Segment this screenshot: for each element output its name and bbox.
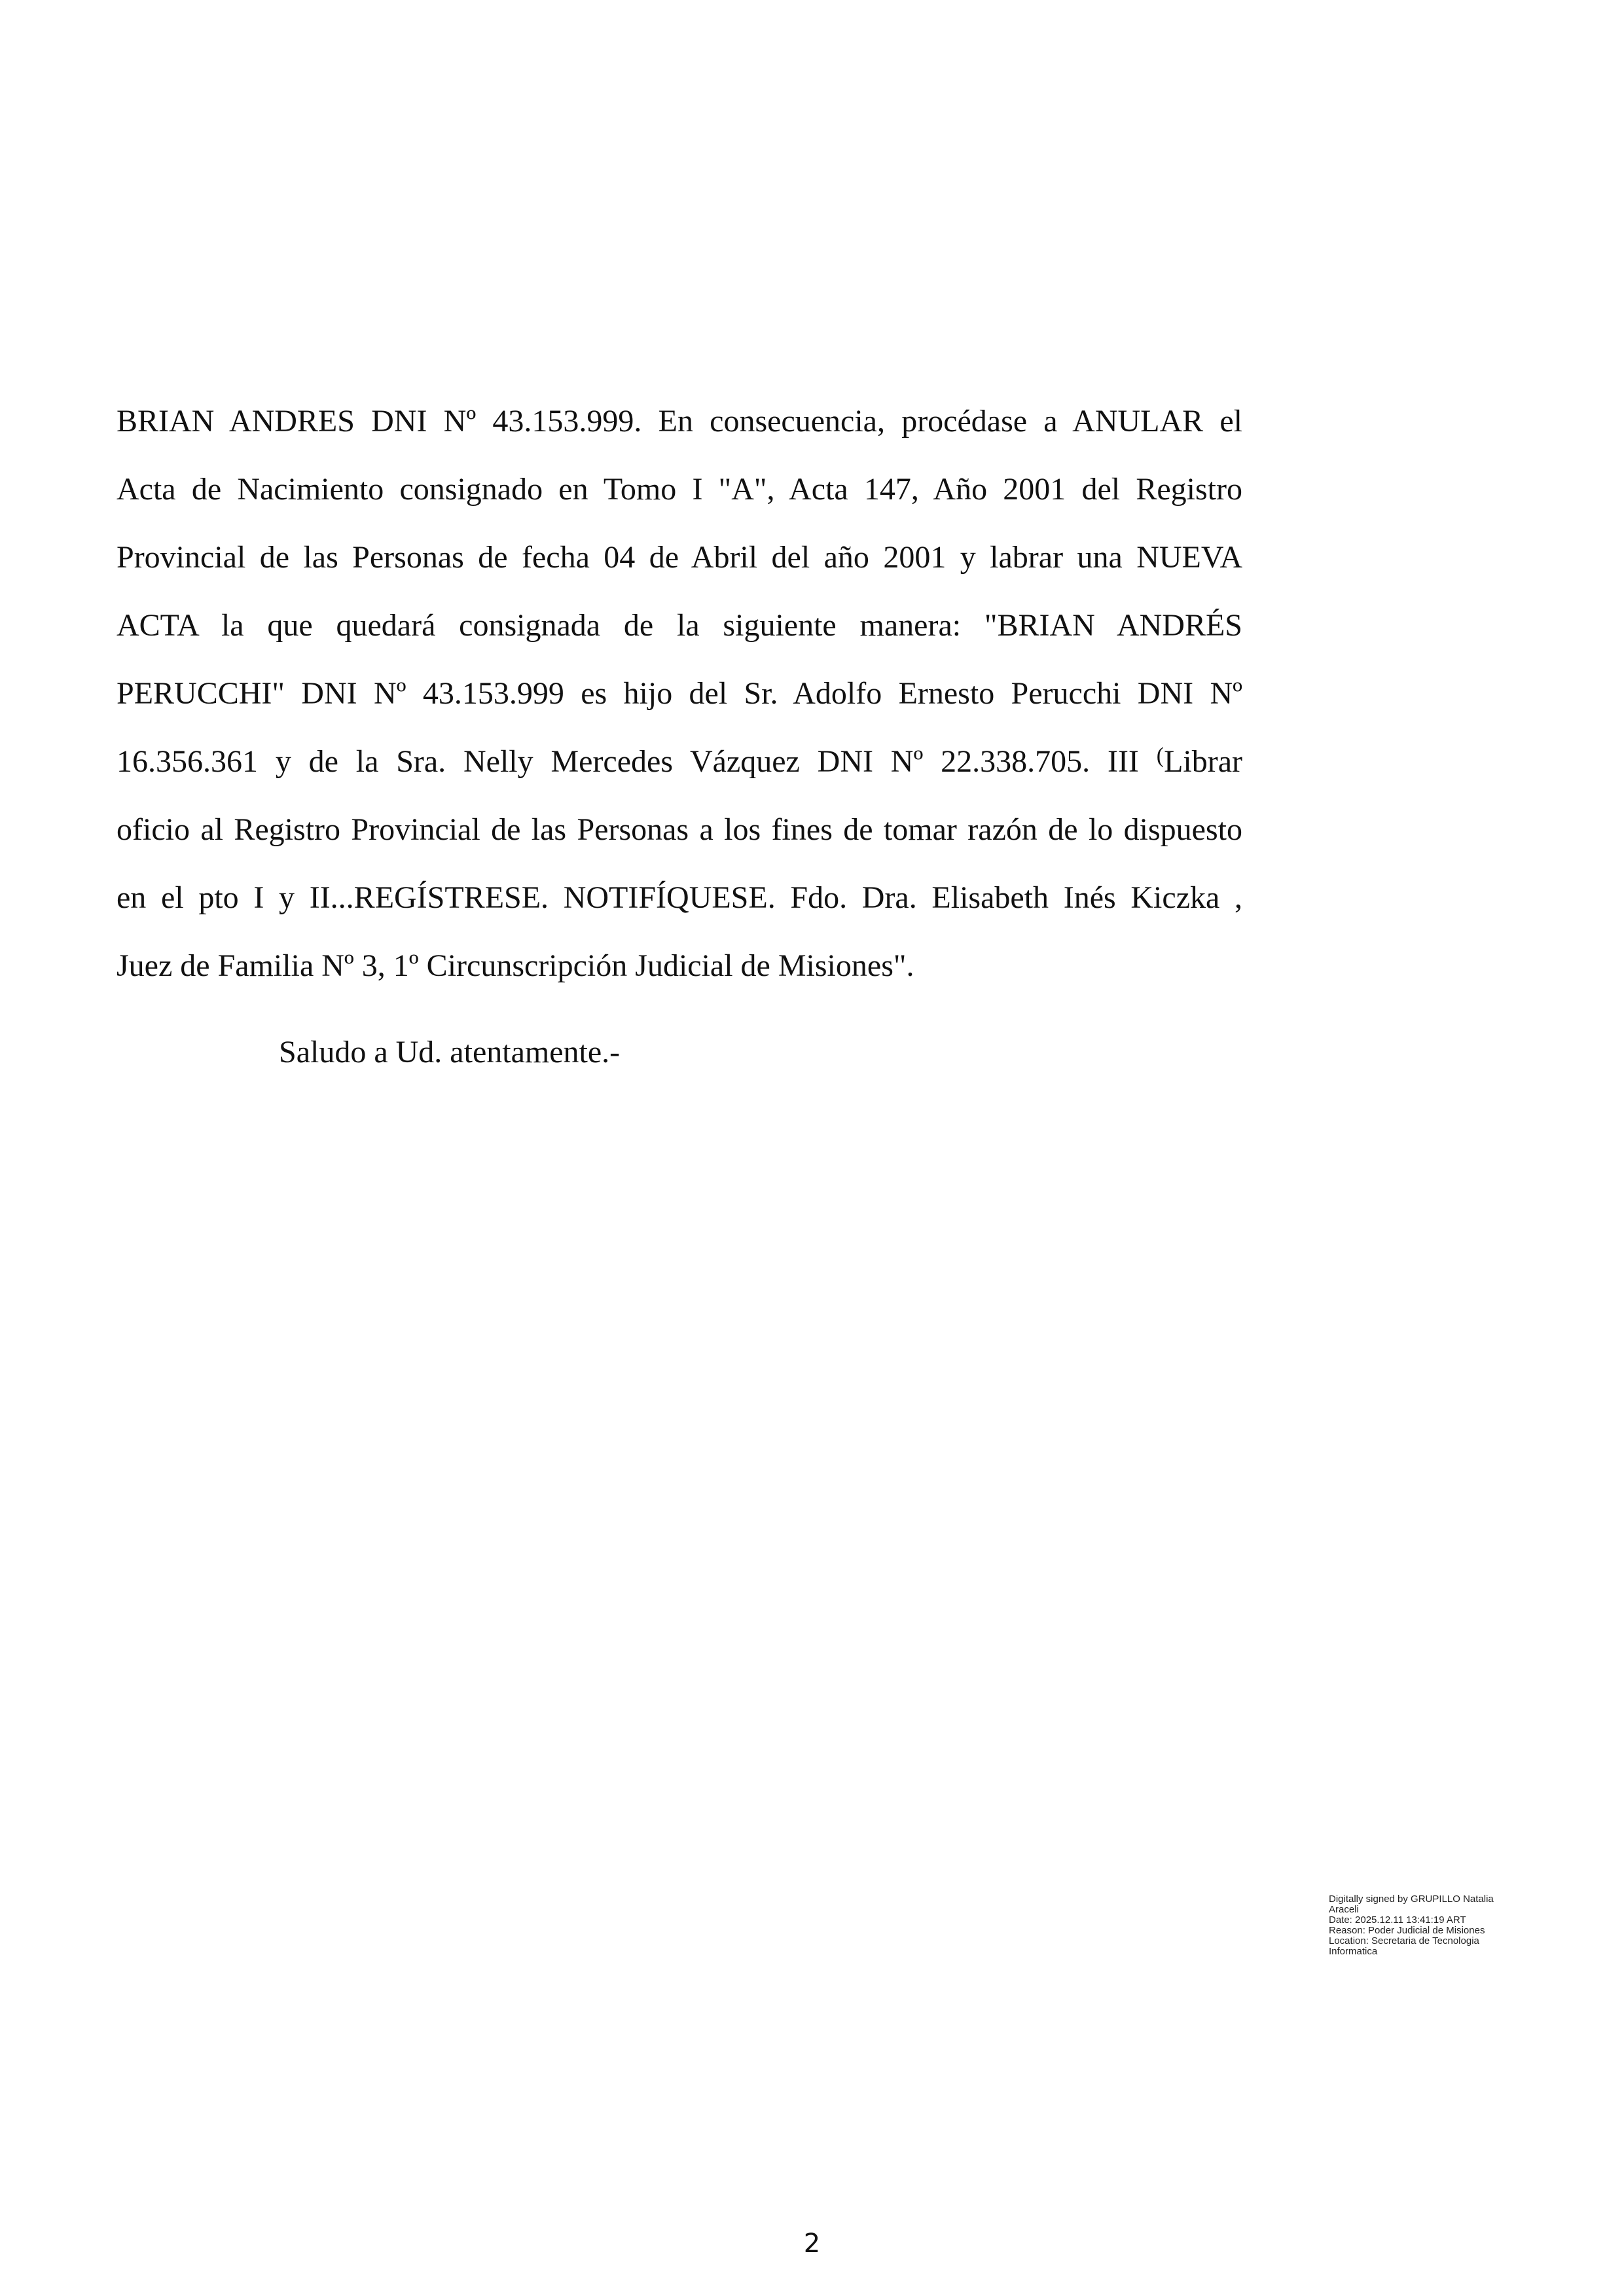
raised-parenthesis: ( (1156, 744, 1164, 768)
signature-signer-cont: Araceli (1329, 1904, 1359, 1915)
paragraph-line: Provincial de las Personas de fecha 04 de Abril del año 2001 y labrar una NUEVA (117, 540, 1242, 575)
signature-location: Location: Secretaria de Tecnologia (1329, 1935, 1479, 1946)
signature-location-cont: Informatica (1329, 1946, 1378, 1957)
page-number: 2 (803, 2229, 821, 2259)
closing-salutation: Saludo a Ud. atentamente.- (279, 1035, 621, 1069)
signature-reason: Reason: Poder Judicial de Misiones (1329, 1925, 1485, 1936)
paragraph-line-text: 16.356.361 y de la Sra. Nelly Mercedes Vázquez DNI Nº 22.338.705. III (117, 744, 1139, 779)
paragraph-line: Acta de Nacimiento consignado en Tomo I "A", Acta 147, Año 2001 del Registro (117, 472, 1242, 507)
digital-signature-block (1329, 1894, 1545, 1957)
paragraph-line: PERUCCHI" DNI Nº 43.153.999 es hijo del Sr. Adolfo Ernesto Perucchi DNI Nº (117, 676, 1242, 711)
signature-signer: Digitally signed by GRUPILLO Natalia (1329, 1893, 1494, 1905)
signature-date: Date: 2025.12.11 13:41:19 ART (1329, 1914, 1466, 1926)
paragraph-line: ACTA la que quedará consignada de la siguiente manera: "BRIAN ANDRÉS (117, 608, 1242, 643)
paragraph-line: BRIAN ANDRES DNI Nº 43.153.999. En consecuencia, procédase a ANULAR el (117, 404, 1242, 439)
paragraph-line: oficio al Registro Provincial de las Personas a los fines de tomar razón de lo dispuesto (117, 812, 1242, 847)
paragraph-line: Juez de Familia Nº 3, 1º Circunscripción Judicial de Misiones". (117, 948, 914, 983)
paragraph-line-with-paren (117, 728, 1242, 796)
paragraph-line: en el pto I y II...REGÍSTRESE. NOTIFÍQUESE. Fdo. Dra. Elisabeth Inés Kiczka , (117, 880, 1242, 915)
paragraph-line-tail: Librar (1164, 744, 1243, 779)
body-paragraph (117, 387, 1242, 1000)
